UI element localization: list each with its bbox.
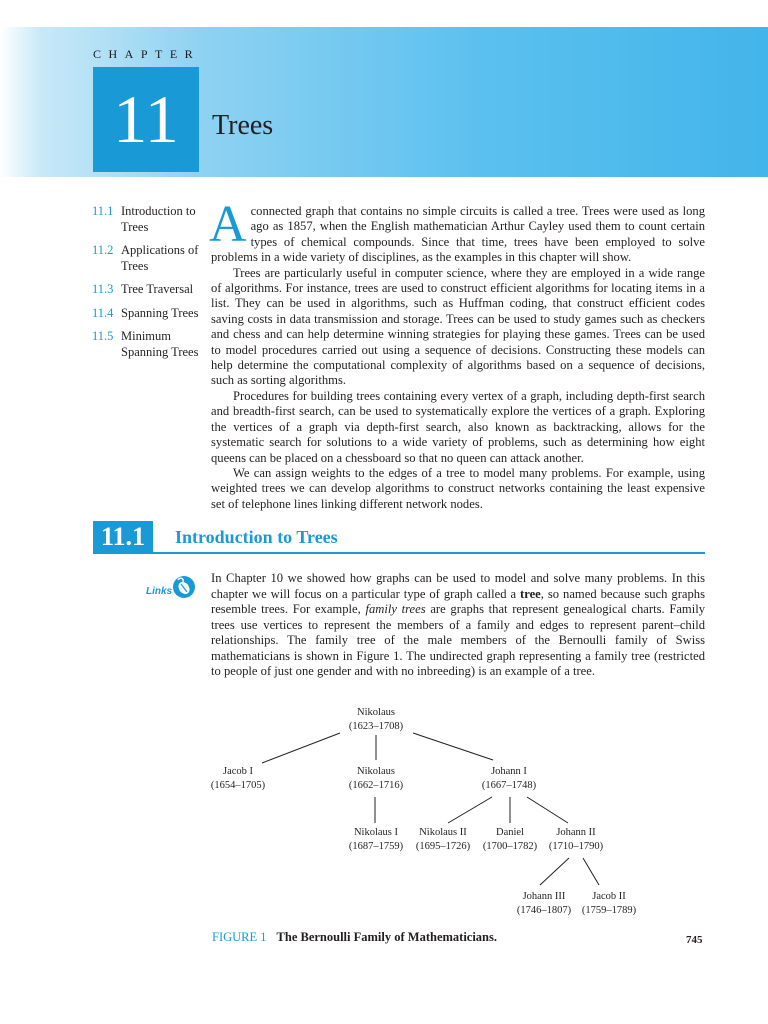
tree-edge — [583, 858, 599, 885]
node-years: (1623–1708) — [348, 721, 404, 732]
tree-node-johann-ii — [526, 826, 626, 854]
node-years: (1700–1782) — [482, 841, 538, 852]
section-text-a: In Chapter 10 we showed how graphs can be used to model and solve many problems. In this chapter we will focus on a particular type of graph called a — [211, 571, 705, 601]
node-years: (1759–1789) — [581, 905, 637, 916]
node-years: (1746–1807) — [516, 905, 572, 916]
tree-node-nikolaus — [326, 765, 426, 793]
page-number: 745 — [686, 934, 703, 946]
section-text-c: are graphs that represent genealogical charts. Family trees use vertices to represent the members of a family and edges to represent parent–child relationships. The family tree of the male members of the Bernoulli family of Swiss mathematicians is shown in Figure 1. The undirected graph representing a family tree (restricted to people of just one gender and with no inbreeding) is an example of a tree. — [211, 602, 705, 678]
chapter-word: CHAPTER — [93, 47, 201, 61]
tree-node-jacob-i — [188, 765, 288, 793]
intro-paragraph-text: connected graph that contains no simple circuits is called a tree. Trees were used as long ago as 1857, when the English mathematician Arthur Cayley used them to count certain types of chemical compounds. Since that time, trees have been employed to solve problems in a wide variety of disciplines, as the examples in this chapter will show. — [211, 204, 705, 265]
toc-label: Spanning Trees — [121, 305, 199, 320]
node-years: (1667–1748) — [481, 780, 537, 791]
node-name: Jacob II — [592, 891, 626, 902]
toc-number: 11.4 — [92, 305, 114, 320]
term-tree: tree — [520, 586, 541, 601]
tree-edge — [262, 733, 340, 763]
chapter-number: 11 — [93, 67, 199, 172]
toc-number: 11.3 — [92, 282, 114, 296]
node-years: (1710–1790) — [548, 841, 604, 852]
toc-label: Minimum Spanning Trees — [121, 329, 199, 359]
tree-node-jacob-ii — [559, 890, 659, 918]
toc-label: Tree Traversal — [121, 282, 194, 296]
tree-edge — [540, 858, 569, 885]
tree-node-johann-i — [459, 765, 559, 793]
figure-caption-text: The Bernoulli Family of Mathematicians. — [276, 930, 498, 944]
toc-label: Applications of Trees — [121, 243, 199, 273]
node-name: Johann III — [522, 891, 566, 902]
intro-paragraph: We can assign weights to the edges of a tree to model many problems. For example, using weighted trees we can develop algorithms to construct networks containing the least expensive set of telephone lines linking different network nodes. — [211, 465, 705, 511]
links-label: Links — [146, 586, 173, 597]
node-name: Johann II — [556, 827, 596, 838]
intro-paragraph: Trees are particularly useful in computer science, where they are employed in a wide range of algorithms. For instance, trees are used to construct efficient algorithms for locating items in a list. They can be used in algorithms, such as Huffman coding, that construct efficient codes saving costs in data transmission and storage. Trees can be used to study games such as checkers and chess and can help determine winning strategies for playing these games. Trees can be used to model procedures carried out using a sequence of decisions. Constructing these models can help determine the computational complexity of algorithms based on a sequence of decisions, such as sorting algorithms. — [211, 265, 705, 388]
node-name: Daniel — [496, 827, 524, 838]
term-family-trees: family trees — [365, 602, 426, 616]
node-name: Nikolaus II — [419, 827, 467, 838]
node-name: Nikolaus — [357, 707, 395, 718]
drop-cap: A — [209, 196, 247, 253]
section-title: Introduction to Trees — [175, 527, 338, 547]
node-years: (1695–1726) — [415, 841, 471, 852]
node-name: Nikolaus — [357, 766, 395, 777]
tree-node-nikolaus — [326, 706, 426, 734]
node-name: Nikolaus I — [353, 827, 399, 838]
toc-number: 11.1 — [92, 204, 114, 218]
section-number: 11.1 — [93, 521, 153, 552]
node-years: (1662–1716) — [348, 780, 404, 791]
figure-caption — [212, 930, 497, 945]
chapter-title: Trees — [212, 110, 274, 141]
node-name: Johann I — [491, 766, 527, 777]
toc-number: 11.2 — [92, 243, 114, 257]
tree-edge — [448, 797, 492, 823]
node-years: (1654–1705) — [210, 780, 266, 791]
toc-label: Introduction to Trees — [121, 204, 196, 234]
tree-edge — [413, 733, 493, 760]
node-name: Jacob I — [222, 766, 254, 777]
node-years: (1687–1759) — [348, 841, 404, 852]
tree-edge — [527, 797, 568, 823]
figure-label: FIGURE 1 — [212, 930, 267, 944]
toc-number: 11.5 — [92, 329, 114, 343]
section-text-b: , so named because such graphs resemble trees. For example, — [211, 586, 705, 616]
intro-paragraph: Procedures for building trees containing every vertex of a graph, including depth-first search and breadth-first search, can be used to systematically explore the vertices of a graph. Exploring the vertices of a graph via depth-first search, also known as backtracking, allows for the systematic search for solutions to a wide variety of problems, such as determining how eight queens can be placed on a chessboard so that no queen can attack another. — [211, 388, 705, 465]
